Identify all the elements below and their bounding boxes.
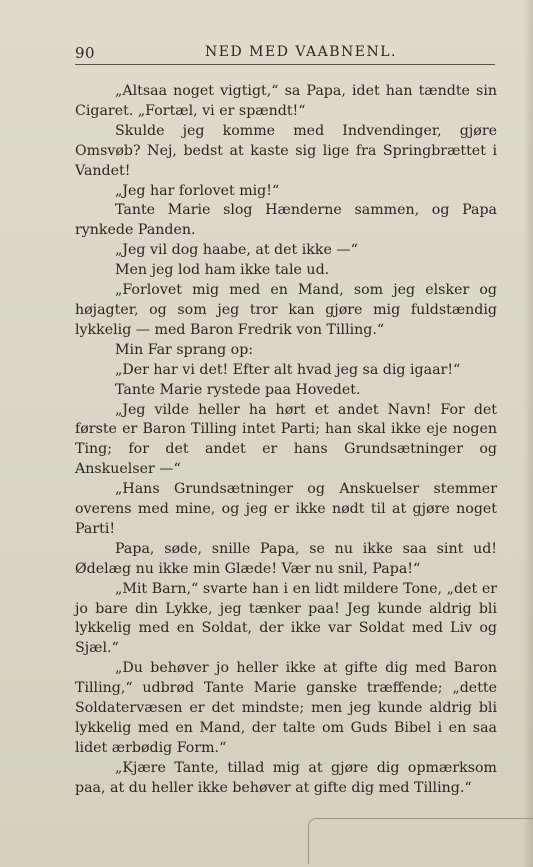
- page-edge-shadow: [523, 0, 533, 867]
- paragraph: „Forlovet mig med en Mand, som jeg elsker og højagter, og som jeg tror kan gjøre mig fuldstændig lykkelig — med Baron Fredrik von Tilling.“: [75, 282, 497, 338]
- paragraph: „Der har vi det! Efter alt hvad jeg sa dig igaar!“: [115, 361, 461, 378]
- paragraph: „Kjære Tante, tillad mig at gjøre dig opmærksom paa, at du heller ikke behøver at gifte dig med Tilling.“: [75, 759, 497, 796]
- page-corner-mark: [308, 818, 533, 864]
- header-rule: [75, 64, 495, 65]
- paragraph: „Jeg vilde heller ha hørt et andet Navn! For det første er Baron Tilling intet Parti; han skal ikke eje nogen Ting; for det andet er hans Grundsætninger og Anskuelser —“: [75, 401, 497, 478]
- paragraph: „Hans Grundsætninger og Anskuelser stemmer overens med mine, og jeg er ikke nødt til at gjøre noget Parti!: [75, 481, 497, 537]
- paragraph: „Jeg vil dog haabe, at det ikke —“: [115, 242, 358, 259]
- paragraph: „Mit Barn,“ svarte han i en lidt mildere Tone, „det er jo bare din Lykke, jeg tænker paa! Jeg kunde aldrig bli lykkelig med en Soldat, der ikke var Soldat med Liv og Sjæl.“: [75, 580, 497, 657]
- paragraph: Min Far sprang op:: [115, 341, 254, 358]
- paragraph: Tante Marie slog Hænderne sammen, og Papa rynkede Panden.: [75, 202, 497, 239]
- paragraph: „Du behøver jo heller ikke at gifte dig med Baron Tilling,“ udbrød Tante Marie ganske træffende; „dette Soldatervæsen er det mindste; men jeg kunde aldrig bli lykkelig med en Mand, der talte om Guds Bibel i en saa lidet ærbødig Form.“: [75, 660, 497, 756]
- paragraph: Skulde jeg komme med Indvendinger, gjøre Omsvøb? Nej, bedst at kaste sig lige fra Springbrættet i Vandet!: [75, 122, 497, 179]
- running-head: NED MED VAABNENL.: [205, 44, 398, 60]
- paragraph: „Jeg har forlovet mig!“: [115, 182, 280, 199]
- paragraph: „Altsaa noget vigtigt,“ sa Papa, idet han tændte sin Cigaret. „Fortæl, vi er spændt!“: [75, 83, 497, 119]
- page-header: [75, 40, 495, 66]
- page-number: 90: [75, 44, 96, 62]
- body-text: [75, 82, 497, 799]
- paragraph: Men jeg lod ham ikke tale ud.: [115, 262, 330, 279]
- paragraph: Tante Marie rystede paa Hovedet.: [115, 381, 361, 398]
- paragraph: Papa, søde, snille Papa, se nu ikke saa sint ud! Ødelæg nu ikke min Glæde! Vær nu snil, Papa!“: [75, 540, 497, 577]
